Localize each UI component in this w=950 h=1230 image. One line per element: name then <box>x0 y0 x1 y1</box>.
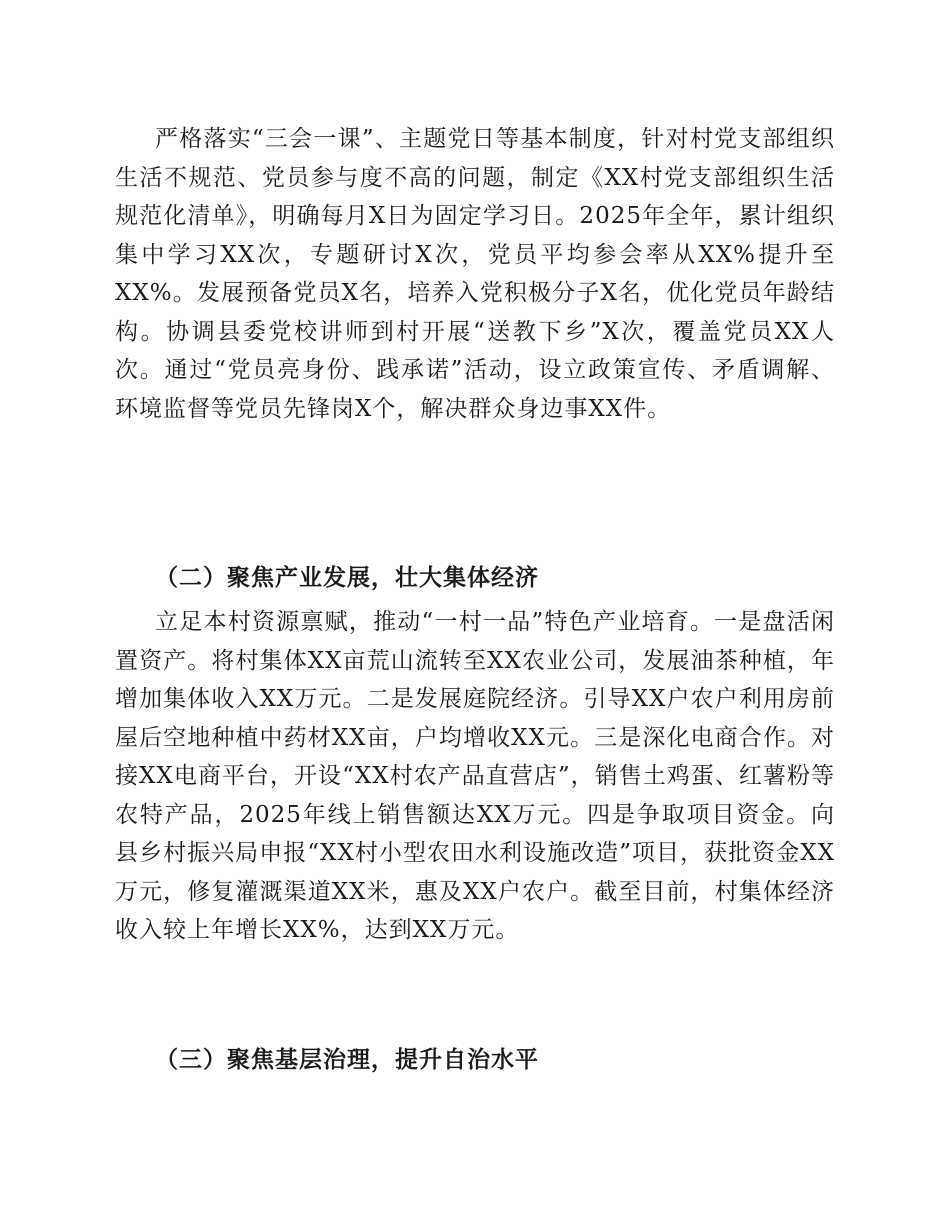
body-paragraph-industry: 立足本村资源禀赋，推动“一村一品”特色产业培育。一是盘活闲置资产。将村集体XX亩荒山流转至XX农业公司，发展油茶种植，年增加集体收入XX万元。二是发展庭院经济。引导XX户农户利用房前屋后空地种植中药材XX亩，户均增收XX元。三是深化电商合作。对接XX电商平台，开设“XX村农产品直营店”，销售土鸡蛋、红薯粉等农特产品，2025年线上销售额达XX万元。四是争取项目资金。向县乡村振兴局申报“XX村小型农田水利设施改造”项目，获批资金XX万元，修复灌溉渠道XX米，惠及XX户农户。截至目前，村集体经济收入较上年增长XX%，达到XX万元。 <box>115 609 835 943</box>
section-heading-governance: （三）聚焦基层治理，提升自治水平 <box>155 1046 539 1073</box>
body-paragraph-party-building: 严格落实“三会一课”、主题党日等基本制度，针对村党支部组织生活不规范、党员参与度不高的问题，制定《XX村党支部组织生活规范化清单》，明确每月X日为固定学习日。2025年全年，累计组织集中学习XX次，专题研讨X次，党员平均参会率从XX%提升至XX%。发展预备党员X名，培养入党积极分子X名，优化党员年龄结构。协调县委党校讲师到村开展“送教下乡”X次，覆盖党员XX人次。通过“党员亮身份、践承诺”活动，设立政策宣传、矛盾调解、环境监督等党员先锋岗X个，解决群众身边事XX件。 <box>115 126 835 422</box>
section-heading-industry: （二）聚焦产业发展，壮大集体经济 <box>155 564 539 591</box>
